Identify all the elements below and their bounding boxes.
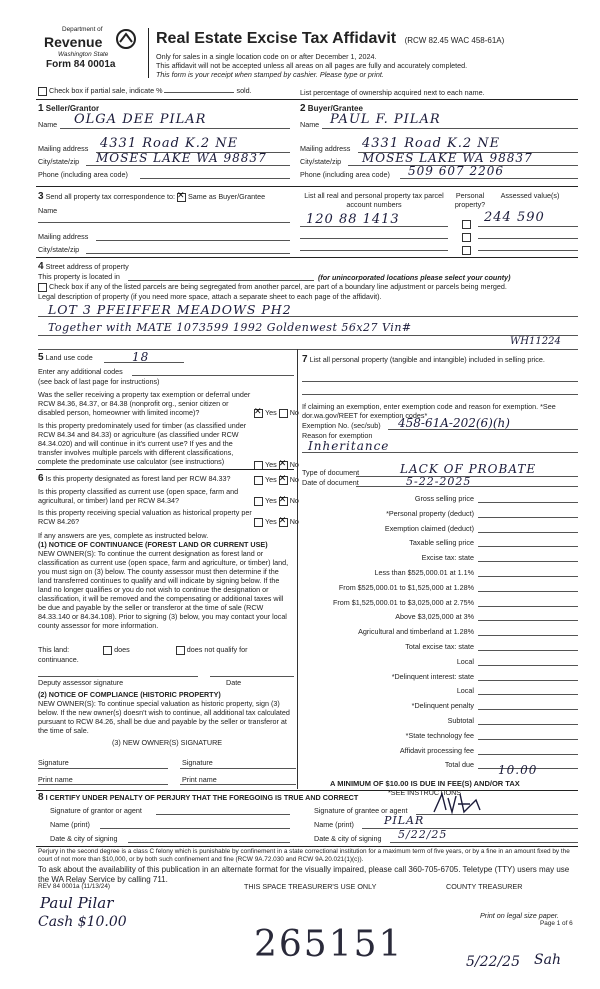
s6-q2-no-checkbox[interactable] [279, 497, 288, 506]
s7-text: 7 List all personal property (tangible and intangible) included in selling price. [302, 354, 545, 365]
street-label: 4 Street address of property [38, 261, 129, 272]
owner-print-label-2: Print name [182, 775, 217, 784]
grantor-name-label: Name (print) [50, 820, 90, 829]
owner-print-label-1: Print name [38, 775, 73, 784]
tax-row [302, 729, 578, 744]
notice2-title: (2) NOTICE OF COMPLIANCE (HISTORIC PROPERTY) [38, 690, 221, 699]
tax-row-value-field[interactable] [478, 576, 578, 577]
s6-q2-yes-checkbox[interactable] [254, 497, 263, 506]
tax-row [302, 566, 578, 581]
s6-q3-no-checkbox[interactable] [279, 518, 288, 527]
s6-q1: 6 Is this property designated as forest land per RCW 84.33? [38, 473, 231, 484]
owner-signature-label-1: Signature [38, 758, 69, 767]
handwritten-date: 5/22/25 [466, 954, 520, 970]
buyer-phone-label: Phone (including area code) [300, 170, 390, 179]
seller-name-label: Name [38, 120, 58, 129]
does-not-checkbox[interactable] [176, 646, 185, 655]
s3-mailing-label: Mailing address [38, 232, 89, 241]
subline2: This affidavit will not be accepted unless all areas on all pages are fully and accurately completed. [156, 61, 468, 70]
s5-q2-options: Yes ✕ No [254, 460, 299, 470]
personal-label: Personal property? [454, 191, 486, 209]
s5-q1-options: ✕ Yes No [254, 408, 299, 418]
seller-city-label: City/state/zip [38, 157, 80, 166]
exemption-no-value[interactable]: 458-61A-202(6)(h) [398, 416, 510, 430]
tax-row [302, 492, 578, 507]
s5-q1-no-checkbox[interactable] [279, 409, 288, 418]
segregated-row: Check box if any of the listed parcels are being segregated from another parcel, are part of a boundary line adjustment or parcels being merged. [38, 282, 507, 292]
tax-row [302, 536, 578, 551]
tax-row-value-field[interactable] [478, 517, 578, 518]
s6-q2-options: Yes ✕ No [254, 496, 299, 506]
tax-row [302, 699, 578, 714]
s3-city-label: City/state/zip [38, 245, 80, 254]
tax-row-label: Total due [444, 760, 474, 770]
personal-property-checkbox-1[interactable] [462, 220, 471, 229]
notice2-body: NEW OWNER(S): To continue special valuation as historic property, sign (3) below. If the new owner(s) doesn't wish to continue, all additional tax calculated pursuant to RCW 84.26, shall be due and payable by the seller or transferor at the time of sale. [38, 699, 290, 735]
tax-row [302, 522, 578, 537]
grantee-signature[interactable] [430, 790, 490, 816]
tax-row-value-field[interactable] [478, 502, 578, 503]
tax-row-label: *Delinquent penalty [411, 701, 474, 711]
buyer-mailing-value[interactable]: 4331 Road K.2 NE [362, 136, 501, 151]
seller-mailing-label: Mailing address [38, 144, 89, 153]
subline1: Only for sales in a single location code on or after December 1, 2024. [156, 52, 377, 61]
legal-paper-note: Print on legal size paper. [480, 911, 559, 920]
grantee-signature-label: Signature of grantee or agent [314, 806, 408, 815]
alternate-format-note: To ask about the availability of this publication in an alternate format for the visually impaired, please call 360-705-6705. Teletype (TTY) users may use the WA Relay Service by calling 711. [38, 865, 570, 884]
handwritten-cash-note: Cash $10.00 [38, 914, 127, 930]
additional-codes-label: Enter any additional codes [38, 367, 123, 376]
treasurer-use-label: THIS SPACE TREASURER'S USE ONLY [244, 882, 377, 891]
exemption-intro: If claiming an exemption, enter exemption code and reason for exemption. *See dor.wa.gov/REET for exemption codes* [302, 402, 556, 420]
same-as-buyer-label: Same as Buyer/Grantee [188, 192, 266, 201]
tax-row [302, 625, 578, 640]
title-citation: (RCW 82.45 WAC 458-61A) [404, 36, 505, 45]
doc-type-value[interactable]: LACK OF PROBATE [400, 462, 537, 476]
continuance-label: continuance. [38, 655, 79, 664]
form-number: Form 84 0001a [46, 59, 116, 70]
subline3: This form is your receipt when stamped by cashier. Please type or print. [156, 70, 384, 79]
dept-line1: Department of [62, 26, 103, 33]
same-as-buyer-checkbox[interactable] [177, 193, 186, 202]
land-use-value[interactable]: 18 [132, 350, 150, 364]
tax-row-label: Local [456, 656, 474, 666]
grantor-date-label: Date & city of signing [50, 834, 118, 843]
grantor-signature-label: Signature of grantor or agent [50, 806, 142, 815]
notice1-title: (1) NOTICE OF CONTINUANCE (FOREST LAND OR CURRENT USE) [38, 540, 268, 549]
minimum-note: A MINIMUM OF $10.00 IS DUE IN FEE(S) AND/OR TAX [330, 779, 520, 788]
dept-line2: Revenue [44, 34, 103, 50]
tax-row [302, 744, 578, 759]
tax-row-value-field[interactable] [478, 546, 578, 547]
buyer-mailing-label: Mailing address [300, 144, 351, 153]
see-back-note: (see back of last page for instructions) [38, 377, 160, 386]
tax-row-value-field[interactable] [478, 532, 578, 533]
tax-row-value-field[interactable] [478, 739, 578, 740]
tax-row [302, 581, 578, 596]
buyer-city-label: City/state/zip [300, 157, 342, 166]
grantee-date-value[interactable]: 5/22/25 [398, 828, 448, 841]
seller-name-value[interactable]: OLGA DEE PILAR [74, 112, 207, 127]
tax-row-value-field[interactable] [478, 561, 578, 562]
s3-text: Send all property tax correspondence to: [45, 192, 176, 201]
grantee-name-label: Name (print) [314, 820, 354, 829]
s5-q1-yes-checkbox[interactable] [254, 409, 263, 418]
segregated-checkbox[interactable] [38, 283, 47, 292]
legal-label: Legal description of property (if you need more space, attach a separate sheet to each page of the affidavit). [38, 292, 382, 301]
tax-row-label: Local [456, 686, 474, 696]
doc-date-value[interactable]: 5-22-2025 [406, 475, 472, 488]
seller-mailing-value[interactable]: 4331 Road K.2 NE [100, 136, 239, 151]
tax-row [302, 714, 578, 729]
parcels-label: List all real and personal property tax parcel account numbers [304, 191, 444, 209]
unincorporated-note: (for unincorporated locations please select your county) [318, 273, 511, 282]
land-use-row: 5 Land use code [38, 352, 93, 363]
sold-label: sold. [236, 86, 252, 95]
s6-q2: Is this property classified as current use (open space, farm and agricultural, or timber) land per RCW 84.34? [38, 487, 239, 505]
doc-type-label: Type of document [302, 468, 360, 477]
tax-row-value-field[interactable] [478, 650, 578, 651]
tax-row-label: *Delinquent interest: state [391, 671, 474, 681]
seller-city-value[interactable]: MOSES LAKE WA 98837 [96, 151, 267, 165]
tax-row [302, 507, 578, 522]
tax-row-label: Above $3,025,000 at 3% [395, 612, 474, 622]
legal-line3[interactable]: WH11224 [510, 336, 561, 347]
buyer-name-label: Name [300, 120, 320, 129]
s6-q1-options: Yes ✕ No [254, 475, 299, 485]
buyer-phone-value[interactable]: 509 607 2206 [408, 164, 504, 178]
this-land-row: This land: does does not qualify for [38, 645, 248, 654]
buyer-city-value[interactable]: MOSES LAKE WA 98837 [362, 151, 533, 165]
deputy-signature-label: Deputy assessor signature [38, 678, 124, 687]
legal-line2[interactable]: Together with MATE 1073599 1992 Goldenwest 56x27 Vin# [48, 321, 412, 334]
tax-row [302, 596, 578, 611]
tax-row-label: Less than $525,000.01 at 1.1% [374, 567, 474, 577]
tax-row-value-field[interactable] [478, 635, 578, 636]
total-due-value[interactable]: 10.00 [498, 763, 538, 777]
grantee-date-label: Date & city of signing [314, 834, 382, 843]
seller-heading: 1 Seller/Grantor [38, 103, 100, 114]
partial-sale-label: Check box if partial sale, indicate % [49, 86, 163, 95]
doc-date-label: Date of document [302, 478, 359, 487]
any-yes-note: If any answers are yes, complete as instructed below. [38, 531, 209, 540]
title-text: Real Estate Excise Tax Affidavit [156, 30, 397, 47]
page-number: Page 1 of 6 [540, 920, 573, 927]
tax-row-value-field[interactable] [478, 754, 578, 755]
s5-q2: Is this property predominately used for timber (as classified under RCW 84.34 and 84.33) or agriculture (as classified under RCW 84.34.020) and will continue in it's current use? If yes and the transfer involves multiple parcels with different classifications, complete the predominate use calculator (see instructions) [38, 421, 247, 466]
certify-line: 8 I CERTIFY UNDER PENALTY OF PERJURY THAT THE FOREGOING IS TRUE AND CORRECT [38, 792, 359, 803]
s6-q3-options: Yes ✕ No [254, 517, 299, 527]
tax-row-label: From $525,000.01 to $1,525,000 at 1.28% [338, 582, 474, 592]
assessed-label: Assessed value(s) [500, 191, 560, 200]
partial-sale-row [38, 86, 252, 96]
dor-logo [38, 26, 148, 72]
tax-row-value-field[interactable] [478, 606, 578, 607]
does-checkbox[interactable] [103, 646, 112, 655]
exemption-no-label: Exemption No. (sec/sub) [302, 421, 381, 430]
seller-phone-label: Phone (including area code) [38, 170, 128, 179]
owner-signature-label-2: Signature [182, 758, 213, 767]
s3-name-label: Name [38, 206, 58, 215]
tax-row [302, 551, 578, 566]
form-title [156, 30, 504, 48]
dept-line3: Washington State [58, 51, 109, 58]
reason-label: Reason for exemption [302, 431, 373, 440]
handwritten-receipt-number: 265151 [254, 924, 404, 965]
personal-property-checkbox-3[interactable] [462, 246, 471, 255]
s6-q1-yes-checkbox[interactable] [254, 476, 263, 485]
tax-row [302, 655, 578, 670]
see-instructions-note: *SEE INSTRUCTIONS [388, 788, 462, 797]
tax-row-label: *Personal property (deduct) [386, 508, 474, 518]
tax-row-label: From $1,525,000.01 to $3,025,000 at 2.75% [332, 597, 474, 607]
legal-line1[interactable]: LOT 3 PFEIFFER MEADOWS PH2 [48, 302, 292, 317]
assessed-1-value[interactable]: 244 590 [484, 210, 545, 225]
county-treasurer-label: COUNTY TREASURER [446, 882, 523, 891]
buyer-name-value[interactable]: PAUL F. PILAR [330, 112, 441, 127]
rev-number: REV 84 0001a (11/13/24) [38, 883, 111, 890]
s6-q3: Is this property receiving special valuation as historical property per RCW 84.26? [38, 508, 252, 526]
tax-row [302, 610, 578, 625]
tax-row-value-field[interactable] [478, 709, 578, 710]
tax-row-label: Exemption claimed (deduct) [384, 523, 474, 533]
tax-row-label: Affidavit processing fee [399, 745, 474, 755]
partial-sale-checkbox[interactable] [38, 87, 47, 96]
reason-value[interactable]: Inheritance [308, 439, 390, 453]
tax-row-value-field[interactable] [478, 665, 578, 666]
tax-row-value-field[interactable] [478, 620, 578, 621]
list-percentage-note: List percentage of ownership acquired next to each name. [300, 88, 485, 97]
deputy-date-label: Date [226, 678, 242, 687]
located-label: This property is located in [38, 272, 120, 281]
handwritten-initials: Sah [534, 952, 561, 968]
s5-q1: Was the seller receiving a property tax exemption or deferral under RCW 84.36, 84.37, or 84.38 (nonprofit org., senior citizen or disabled person, homeowner with limited income)? [38, 390, 251, 417]
tax-row [302, 670, 578, 685]
s3-row: 3 Send all property tax correspondence to: ✕ Same as Buyer/Grantee [38, 192, 265, 202]
tax-row-label: Taxable selling price [409, 538, 474, 548]
tax-row-label: *State technology fee [405, 730, 474, 740]
tax-row-label: Excise tax: state [421, 553, 474, 563]
notice1-body: NEW OWNER(S): To continue the current designation as forest land or classification as current use (open space, farm and agriculture, or timber) land, you must sign on (3) below. The county assessor must then determine if the land transferred continues to qualify and will indicate by signing below. If the land no longer qualifies or you do not wish to continue the designation or classification, it will be removed and the compensating or additional taxes will be due and payable by the seller or transferor at the time of sale (RCW 84.33.140 or 84.34.108). Prior to signing (3) below, you may contact your local county assessor for more information. [38, 549, 289, 630]
handwritten-name-note: Paul Pilar [40, 894, 114, 912]
new-owner-signature-title: (3) NEW OWNER(S) SIGNATURE [112, 738, 223, 747]
perjury-note: Perjury in the second degree is a class C felony which is punishable by confinement in a state correctional institution for a maximum term of five years, or by a fine in an amount fixed by the court of not more than $10,000, or by both such confinement and fine (RCW 9A.72.030 and RCW 9A.20.021(1)(c)). [38, 848, 570, 863]
tax-row-value-field[interactable] [478, 680, 578, 681]
tax-row-label: Subtotal [447, 715, 474, 725]
tax-row-label: Total excise tax: state [405, 641, 474, 651]
tax-row-label: Gross selling price [414, 494, 474, 503]
tax-row-label: Agricultural and timberland at 1.28% [358, 627, 474, 637]
grantee-name-value[interactable]: PILAR [384, 814, 425, 827]
dor-emblem-icon [114, 28, 138, 50]
buyer-heading: 2 Buyer/Grantee [300, 103, 363, 114]
tax-table [302, 492, 578, 773]
parcel-1-value[interactable]: 120 88 1413 [306, 212, 400, 227]
tax-row-value-field[interactable] [478, 724, 578, 725]
tax-row [302, 640, 578, 655]
tax-row-value-field[interactable] [478, 591, 578, 592]
personal-property-checkbox-2[interactable] [462, 233, 471, 242]
tax-row-value-field[interactable] [478, 694, 578, 695]
s6-q3-yes-checkbox[interactable] [254, 518, 263, 527]
tax-row [302, 684, 578, 699]
s6-q1-no-checkbox[interactable] [279, 476, 288, 485]
